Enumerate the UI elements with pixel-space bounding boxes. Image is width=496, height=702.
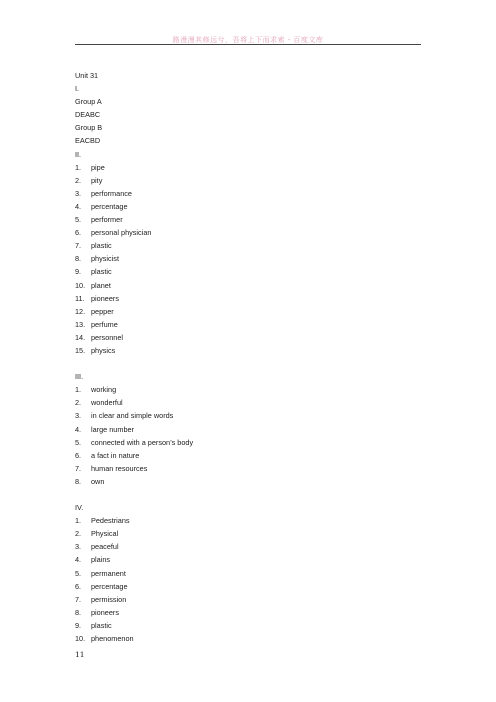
item-text: pioneers bbox=[91, 607, 119, 617]
list-item bbox=[75, 567, 415, 580]
item-text: wonderful bbox=[91, 398, 123, 408]
item-text: Pedestrians bbox=[91, 516, 130, 526]
section-1-heading: I. bbox=[75, 84, 80, 94]
section-3-list bbox=[75, 383, 415, 488]
header-rule bbox=[75, 44, 421, 45]
section-2-heading: II. bbox=[75, 149, 82, 159]
page-number: 11 bbox=[75, 650, 85, 659]
item-number: 1. bbox=[75, 162, 82, 172]
list-item bbox=[75, 606, 415, 619]
list-item bbox=[75, 527, 415, 540]
list-item bbox=[75, 318, 415, 331]
list-item bbox=[75, 226, 415, 239]
item-number: 5. bbox=[75, 215, 82, 225]
list-item bbox=[75, 252, 415, 265]
item-text: performer bbox=[91, 215, 123, 225]
item-number: 10. bbox=[75, 634, 86, 644]
item-number: 14. bbox=[75, 332, 86, 342]
section-gap bbox=[75, 357, 415, 370]
list-item bbox=[75, 462, 415, 475]
item-number: 8. bbox=[75, 254, 82, 264]
item-number: 13. bbox=[75, 319, 86, 329]
item-text: perfume bbox=[91, 319, 118, 329]
section-2-list bbox=[75, 161, 415, 357]
item-text: percentage bbox=[91, 581, 128, 591]
section-1-line: EACBD bbox=[75, 136, 101, 146]
list-item bbox=[75, 292, 415, 305]
section-4-heading: IV. bbox=[75, 503, 84, 513]
item-text: pepper bbox=[91, 306, 114, 316]
item-text: human resources bbox=[91, 463, 148, 473]
item-number: 3. bbox=[75, 542, 82, 552]
item-text: pity bbox=[91, 175, 103, 185]
section-1-line: Group A bbox=[75, 97, 102, 107]
item-number: 11. bbox=[75, 293, 85, 303]
list-item bbox=[75, 174, 415, 187]
list-item bbox=[75, 200, 415, 213]
list-item bbox=[75, 580, 415, 593]
item-text: personnel bbox=[91, 332, 124, 342]
section-gap bbox=[75, 488, 415, 501]
list-item bbox=[75, 396, 415, 409]
item-text: pioneers bbox=[91, 293, 119, 303]
list-item bbox=[75, 239, 415, 252]
item-number: 2. bbox=[75, 529, 82, 539]
list-item bbox=[75, 436, 415, 449]
section-1-line: Group B bbox=[75, 123, 103, 133]
item-number: 5. bbox=[75, 568, 82, 578]
list-item bbox=[75, 305, 415, 318]
item-number: 1. bbox=[75, 516, 82, 526]
list-item bbox=[75, 409, 415, 422]
list-item bbox=[75, 344, 415, 357]
list-item bbox=[75, 449, 415, 462]
section-3-heading: III. bbox=[75, 372, 84, 382]
item-number: 10. bbox=[75, 280, 86, 290]
item-text: a fact in nature bbox=[91, 450, 140, 460]
list-item bbox=[75, 187, 415, 200]
item-text: plains bbox=[91, 555, 111, 565]
item-number: 3. bbox=[75, 188, 82, 198]
item-number: 7. bbox=[75, 594, 82, 604]
item-number: 4. bbox=[75, 201, 82, 211]
item-text: plastic bbox=[91, 620, 112, 630]
list-item bbox=[75, 540, 415, 553]
item-number: 9. bbox=[75, 267, 82, 277]
item-number: 8. bbox=[75, 476, 82, 486]
list-item bbox=[75, 514, 415, 527]
item-number: 3. bbox=[75, 411, 82, 421]
item-text: in clear and simple words bbox=[91, 411, 174, 421]
item-text: Physical bbox=[91, 529, 119, 539]
item-number: 1. bbox=[75, 385, 82, 395]
list-item bbox=[75, 383, 415, 396]
item-number: 15. bbox=[75, 345, 86, 355]
item-text: performance bbox=[91, 188, 132, 198]
section-1-line: DEABC bbox=[75, 110, 101, 120]
item-text: phenomenon bbox=[91, 634, 134, 644]
list-item bbox=[75, 423, 415, 436]
item-text: plastic bbox=[91, 267, 112, 277]
item-text: working bbox=[91, 385, 117, 395]
item-number: 4. bbox=[75, 555, 82, 565]
list-item bbox=[75, 213, 415, 226]
section-4-list bbox=[75, 514, 415, 645]
item-number: 7. bbox=[75, 463, 82, 473]
item-text: permission bbox=[91, 594, 127, 604]
item-text: peaceful bbox=[91, 542, 119, 552]
item-number: 7. bbox=[75, 241, 82, 251]
item-text: own bbox=[91, 476, 105, 486]
list-item bbox=[75, 265, 415, 278]
item-number: 6. bbox=[75, 450, 82, 460]
item-text: physics bbox=[91, 345, 116, 355]
list-item bbox=[75, 475, 415, 488]
item-number: 5. bbox=[75, 437, 82, 447]
list-item bbox=[75, 593, 415, 606]
list-item bbox=[75, 619, 415, 632]
item-number: 12. bbox=[75, 306, 86, 316]
item-text: pipe bbox=[91, 162, 105, 172]
item-text: plastic bbox=[91, 241, 112, 251]
item-number: 2. bbox=[75, 175, 82, 185]
list-item bbox=[75, 161, 415, 174]
item-text: percentage bbox=[91, 201, 128, 211]
list-item bbox=[75, 331, 415, 344]
item-number: 9. bbox=[75, 620, 82, 630]
list-item bbox=[75, 279, 415, 292]
item-number: 8. bbox=[75, 607, 82, 617]
list-item bbox=[75, 632, 415, 645]
item-number: 6. bbox=[75, 581, 82, 591]
item-text: permanent bbox=[91, 568, 126, 578]
item-text: personal physician bbox=[91, 228, 152, 238]
item-text: large number bbox=[91, 424, 134, 434]
header-watermark: 路漫漫其修远兮，吾将上下而求索 - 百度文库 bbox=[172, 36, 324, 44]
list-item bbox=[75, 553, 415, 566]
unit-title: Unit 31 bbox=[75, 71, 99, 80]
document-body bbox=[75, 69, 415, 645]
item-text: planet bbox=[91, 280, 111, 290]
item-text: connected with a person’s body bbox=[91, 437, 194, 447]
item-number: 2. bbox=[75, 398, 82, 408]
item-text: physicist bbox=[91, 254, 119, 264]
item-number: 4. bbox=[75, 424, 82, 434]
item-number: 6. bbox=[75, 228, 82, 238]
